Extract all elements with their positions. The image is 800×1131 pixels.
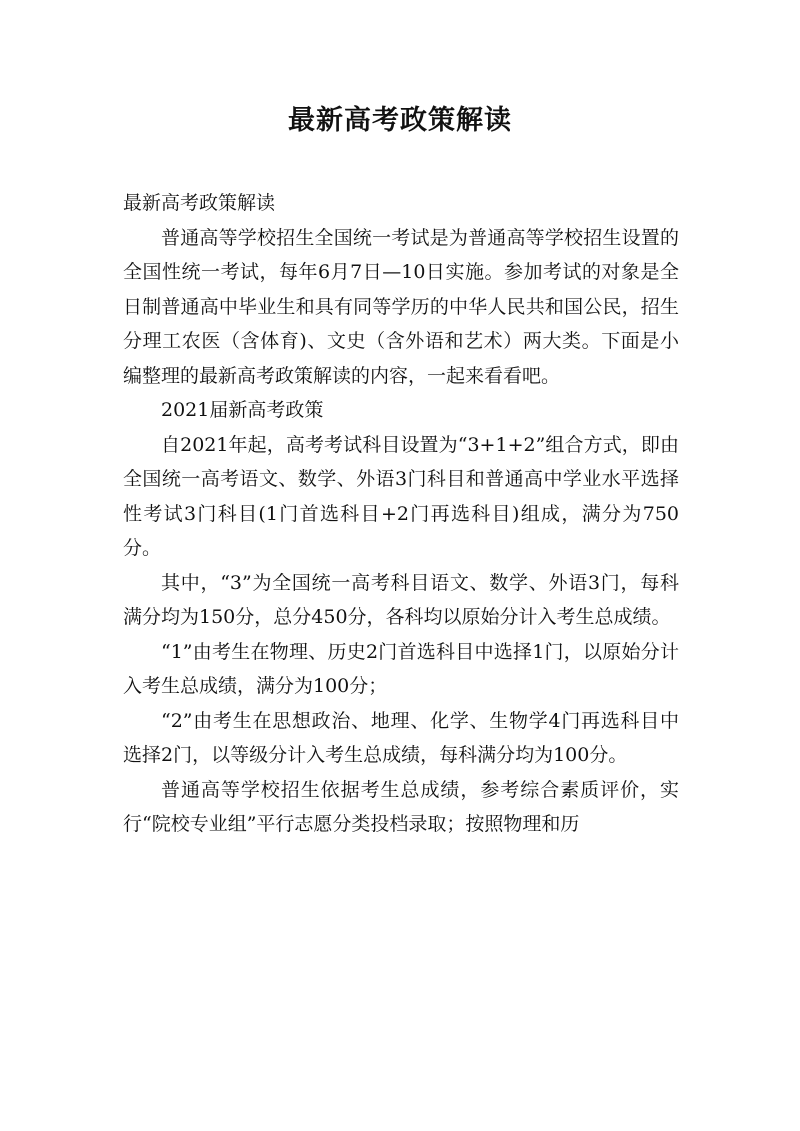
paragraph-subjects: 自2021年起，高考考试科目设置为“3+1+2”组合方式，即由全国统一高考语文、数学、外语3门科目和普通高中学业水平选择性考试3门科目(1门首选科目+2门再选科目)组成，满分为750分。 <box>123 433 679 559</box>
paragraph-intro: 普通高等学校招生全国统一考试是为普通高等学校招生设置的全国性统一考试，每年6月7日—10日实施。参加考试的对象是全日制普通高中毕业生和具有同等学历的中华人民共和国公民，招生分理工农医（含体育)、文史（含外语和艺术）两大类。下面是小编整理的最新高考政策解读的内容，一起来看看吧。 <box>123 226 679 387</box>
section-heading: 2021届新高考政策 <box>161 399 324 421</box>
page-title: 最新高考政策解读 <box>288 105 512 136</box>
paragraph-one: “1”由考生在物理、历史2门首选科目中选择1门，以原始分计入考生总成绩，满分为100分； <box>123 640 679 697</box>
paragraph-two: “2”由考生在思想政治、地理、化学、生物学4门再选科目中选择2门，以等级分计入考生总成绩，每科满分均为100分。 <box>123 709 679 766</box>
paragraph-three: 其中，“3”为全国统一高考科目语文、数学、外语3门，每科满分均为150分，总分450分，各科均以原始分计入考生总成绩。 <box>123 571 679 628</box>
paragraph-admission: 普通高等学校招生依据考生总成绩，参考综合素质评价，实行“院校专业组”平行志愿分类投档录取；按照物理和历 <box>123 778 679 835</box>
paragraph-subtitle: 最新高考政策解读 <box>123 192 276 214</box>
document-body <box>123 186 679 842</box>
